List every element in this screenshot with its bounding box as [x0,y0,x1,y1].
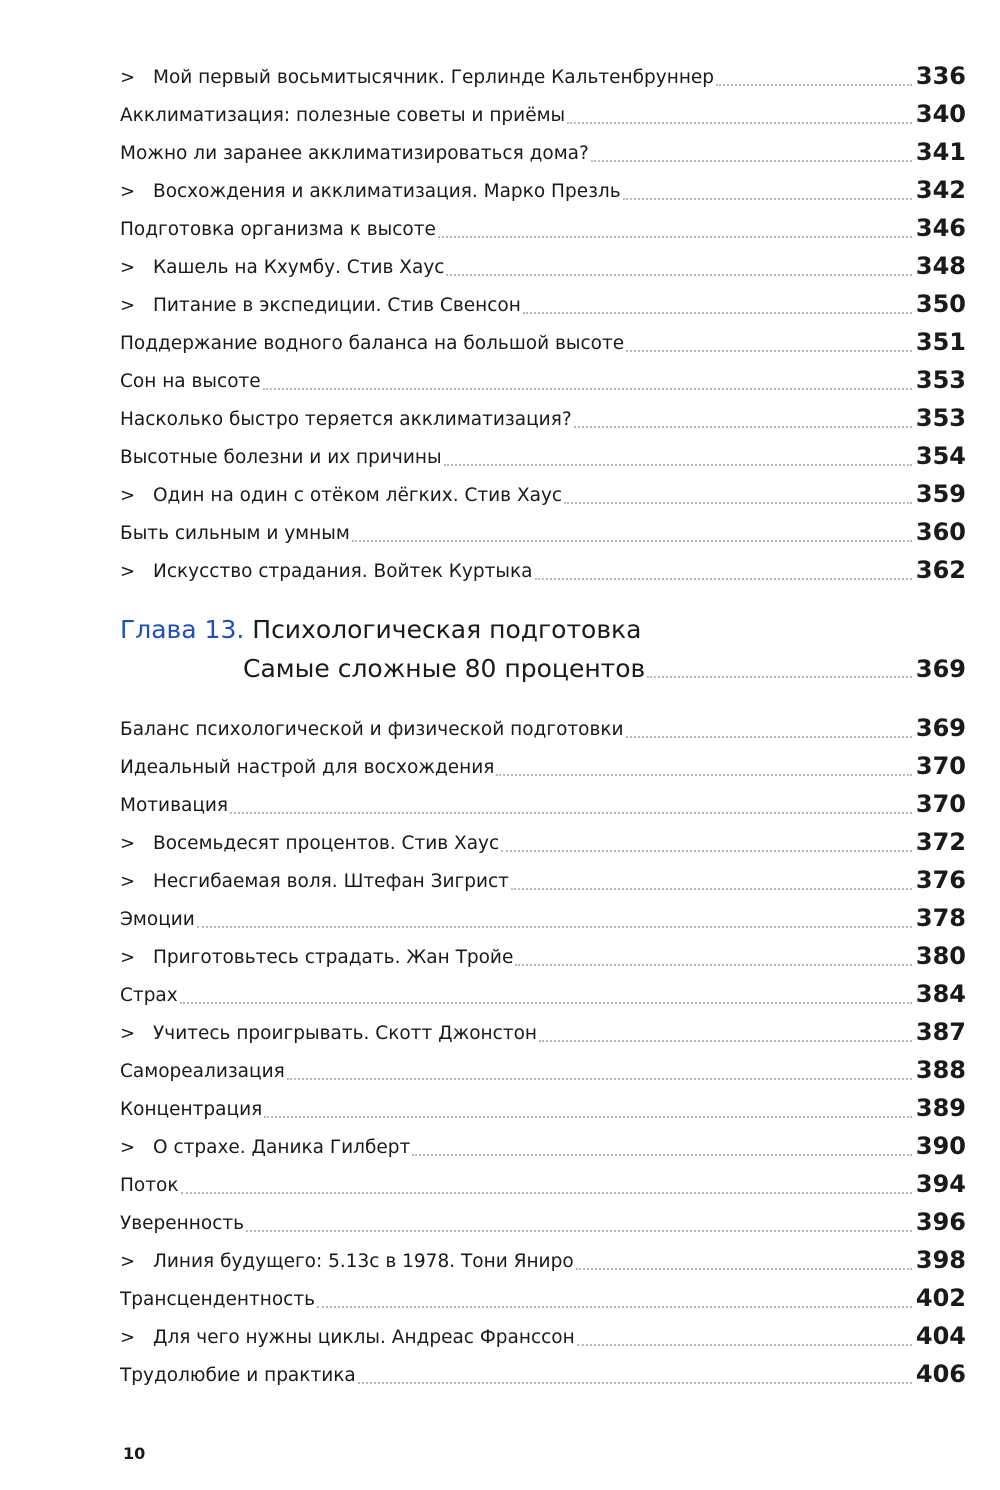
chevron-right-icon: > [120,181,136,202]
toc-entry-page: 341 [915,138,966,166]
toc-entry-page: 376 [915,866,966,894]
toc-entry-title: Учитесь проигрывать. Скотт Джонстон [153,1023,538,1044]
dot-leader [567,122,912,124]
chevron-right-icon: > [120,67,136,88]
chevron-right-icon: > [120,1137,136,1158]
toc-entry-page: 350 [915,290,966,318]
dot-leader [716,84,912,86]
chevron-right-icon: > [120,1251,136,1272]
toc-entry-page: 354 [915,442,966,470]
chevron-right-icon: > [120,947,136,968]
toc-entry [120,359,966,397]
dot-leader [539,1040,912,1042]
toc-entry-title: Восхождения и акклиматизация. Марко Презль [153,181,621,202]
toc-entry-page: 353 [915,366,966,394]
toc-entry-page: 380 [915,942,966,970]
toc-entry-title: Страх [120,985,178,1006]
toc-entry-title: Подготовка организма к высоте [120,219,436,240]
toc-entry-title: Несгибаемая воля. Штефан Зигрист [153,871,509,892]
dot-leader [647,676,912,678]
toc-entry-title: Уверенность [120,1213,245,1234]
chevron-right-icon: > [120,871,136,892]
dot-leader [264,1116,912,1118]
dot-leader [287,1078,912,1080]
dot-leader [352,540,912,542]
toc-entry [120,1163,966,1201]
dot-leader [535,578,912,580]
dot-leader [574,426,912,428]
toc-entry [120,1049,966,1087]
toc-entry-title: Кашель на Кхумбу. Стив Хаус [153,257,445,278]
dot-leader [446,274,911,276]
toc-entry-title: Высотные болезни и их причины [120,447,442,468]
chevron-right-icon: > [120,1327,136,1348]
toc-entry-title: О страхе. Даника Гилберт [153,1137,411,1158]
dot-leader [230,812,912,814]
toc-entry-page: 369 [915,714,966,742]
toc-entry-title: Идеальный настрой для восхождения [120,757,495,778]
dot-leader [623,198,912,200]
toc-entry-title: Насколько быстро теряется акклиматизация? [120,409,572,430]
toc-entry-title: Трудолюбие и практика [120,1365,356,1386]
dot-leader [501,850,912,852]
toc-entry [120,1201,966,1239]
toc-entry-page: 362 [915,556,966,584]
toc-entry-page: 389 [915,1094,966,1122]
chapter-title-line2 [120,648,966,686]
toc-entry [120,783,966,821]
chapter-heading [120,612,966,686]
dot-leader [180,1002,912,1004]
toc-entry-title: Мотивация [120,795,229,816]
toc-entry [120,435,966,473]
chapter-label: Глава 13. [120,615,245,644]
toc-entry-page: 396 [915,1208,966,1236]
dot-leader [197,926,912,928]
toc-entry-title: Для чего нужны циклы. Андреас Франссон [153,1327,575,1348]
toc-entry [120,1239,966,1277]
toc-entry-page: 406 [915,1360,966,1388]
toc-entry [120,1315,966,1353]
toc-entry [120,745,966,783]
toc-entry-page: 404 [915,1322,966,1350]
dot-leader [444,464,912,466]
toc-entry [120,1125,966,1163]
toc-entry-page: 402 [915,1284,966,1312]
dot-leader [263,388,912,390]
dot-leader [246,1230,912,1232]
dot-leader [412,1154,912,1156]
toc-entry-page: 359 [915,480,966,508]
toc-entry-page: 336 [915,62,966,90]
chevron-right-icon: > [120,295,136,316]
toc-entry-title: Баланс психологической и физической подготовки [120,719,624,740]
toc-entry-title: Один на один с отёком лёгких. Стив Хаус [153,485,563,506]
toc-entry-title: Поддержание водного баланса на большой высоте [120,333,625,354]
toc-entry [120,397,966,435]
toc-entry-page: 394 [915,1170,966,1198]
toc-entry [120,549,966,587]
dot-leader [523,312,912,314]
toc-entry-page: 346 [915,214,966,242]
dot-leader [591,160,912,162]
dot-leader [496,774,911,776]
toc-entry [120,821,966,859]
toc-entry [120,897,966,935]
toc-entry-title: Восемьдесят процентов. Стив Хаус [153,833,500,854]
chapter-page-number: 369 [915,655,966,683]
toc-entry [120,321,966,359]
toc-entry-page: 353 [915,404,966,432]
toc-entry [120,707,966,745]
toc-entry [120,245,966,283]
page-number-folio: 10 [123,1444,146,1463]
toc-entry [120,859,966,897]
chapter-title-text: Психологическая подготовка [252,615,642,644]
dot-leader [564,502,912,504]
toc-entry-page: 370 [915,752,966,780]
toc-entry-title: Питание в экспедиции. Стив Свенсон [153,295,521,316]
toc-entry [120,207,966,245]
toc-entry-page: 360 [915,518,966,546]
dot-leader [515,964,912,966]
toc-entry [120,1353,966,1391]
toc-entry-page: 372 [915,828,966,856]
chapter-title-line1 [120,612,966,648]
toc-entry [120,93,966,131]
toc-entry [120,283,966,321]
toc-entry-title: Акклиматизация: полезные советы и приёмы [120,105,566,126]
dot-leader [181,1192,912,1194]
chevron-right-icon: > [120,1023,136,1044]
toc-entry [120,55,966,93]
toc-entry-page: 390 [915,1132,966,1160]
chapter-subtitle: Самые сложные 80 процентов [243,654,646,683]
toc-entry-title: Эмоции [120,909,195,930]
toc-entry-title: Сон на высоте [120,371,261,392]
dot-leader [626,736,912,738]
toc-entry-title: Искусство страдания. Войтек Куртыка [153,561,533,582]
chevron-right-icon: > [120,257,136,278]
toc-entry-title: Самореализация [120,1061,285,1082]
toc-entry-page: 342 [915,176,966,204]
toc-entry-title: Трансцендентность [120,1289,316,1310]
toc-entry-page: 384 [915,980,966,1008]
dot-leader [626,350,912,352]
toc-entry-page: 340 [915,100,966,128]
toc-entry-page: 388 [915,1056,966,1084]
toc-entry [120,935,966,973]
toc-entry [120,131,966,169]
toc-entry [120,1277,966,1315]
toc-entry-page: 387 [915,1018,966,1046]
toc-entry-page: 348 [915,252,966,280]
dot-leader [577,1344,912,1346]
toc-entry-title: Концентрация [120,1099,263,1120]
toc-entry [120,473,966,511]
toc-entry-title: Быть сильным и умным [120,523,350,544]
toc-entry-title: Можно ли заранее акклиматизироваться дома? [120,143,589,164]
toc-entry-page: 351 [915,328,966,356]
toc-entry-title: Мой первый восьмитысячник. Герлинде Кальтенбруннер [153,67,715,88]
toc-entry-page: 370 [915,790,966,818]
dot-leader [317,1306,912,1308]
toc-entry-title: Поток [120,1175,179,1196]
dot-leader [511,888,912,890]
toc-entry [120,973,966,1011]
chevron-right-icon: > [120,833,136,854]
dot-leader [576,1268,912,1270]
toc-entry-page: 398 [915,1246,966,1274]
dot-leader [438,236,912,238]
toc-entry [120,511,966,549]
toc-entry [120,1011,966,1049]
chevron-right-icon: > [120,561,136,582]
toc-entry-title: Приготовьтесь страдать. Жан Тройе [153,947,514,968]
toc-entry [120,169,966,207]
toc-entry [120,1087,966,1125]
chevron-right-icon: > [120,485,136,506]
toc-entry-title: Линия будущего: 5.13c в 1978. Тони Яниро [153,1251,574,1272]
toc-entry-page: 378 [915,904,966,932]
dot-leader [358,1382,912,1384]
